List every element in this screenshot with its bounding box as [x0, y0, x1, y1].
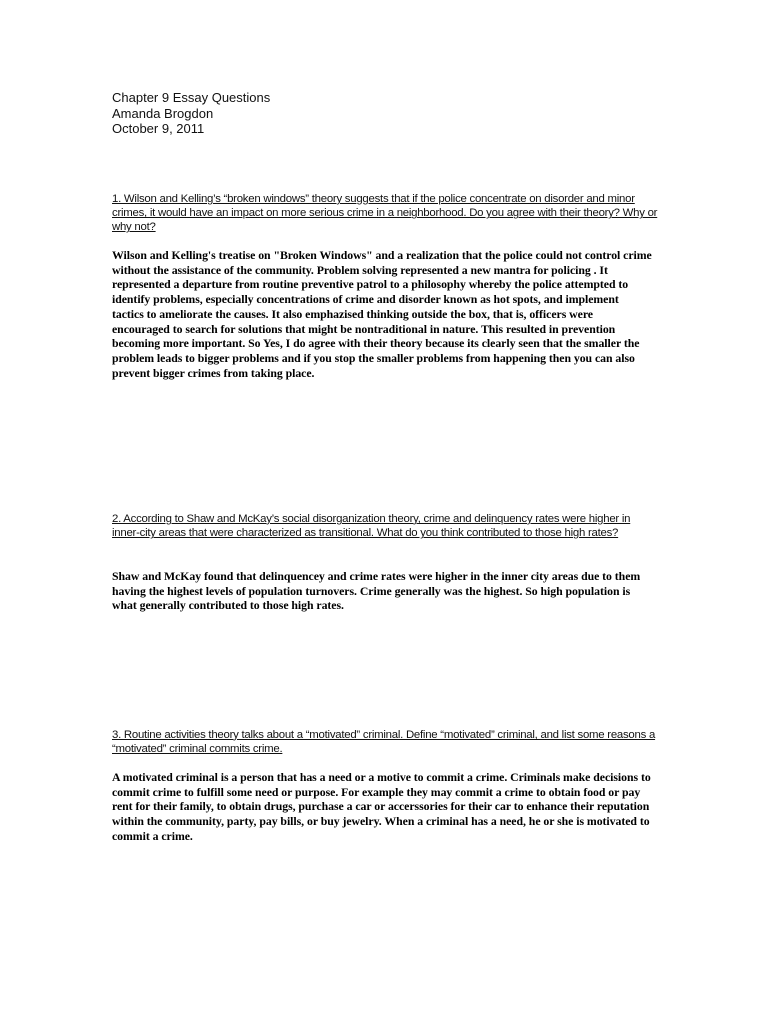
question-2: 2. According to Shaw and McKay’s social disorganization theory, crime and delinquency rates were higher in inner-city areas that were characterized as transitional. What do you think contributed to those high rates?	[112, 513, 631, 540]
answer-3: A motivated criminal is a person that has a need or a motive to commit a crime. Criminals make decisions to commit crime to fulfill some need or purpose. For example they may commit a crime to obtain food or pay rent for their family, to obtain drugs, purchase a car or accerssories for their car to enhance their reputation within the community, party, pay bills, or buy jewelry. When a criminal has a need, he or she is motivated to commit a crime.	[112, 770, 651, 843]
document-title: Chapter 9 Essay Questions	[112, 90, 271, 105]
question-3: 3. Routine activities theory talks about a “motivated” criminal. Define “motivated” criminal, and list some reasons a “motivated” criminal commits crime.	[112, 729, 656, 756]
document-date: October 9, 2011	[112, 121, 205, 136]
author-name: Amanda Brogdon	[112, 105, 214, 121]
question-1: 1. Wilson and Kelling’s “broken windows” theory suggests that if the police concentrate on disorder and minor crimes, it would have an impact on more serious crime in a neighborhood. Do you agree with their theory? Why or why not?	[112, 193, 658, 234]
answer-1: Wilson and Kelling's treatise on "Broken Windows" and a realization that the police could not control crime without the assistance of the community. Problem solving represented a new mantra for policing . It represented a departure from routine preventive patrol to a philosophy whereby the police attempted to identify problems, especially concentrations of crime and disorder known as hot spots, and implement tactics to ameliorate the causes. It also emphazised thinking outside the box, that is, officers were encouraged to search for solutions that might be nontraditional in nature. This resulted in prevention becoming more important. So Yes, I do agree with their theory because its clearly seen that the smaller the problem leads to bigger problems and if you stop the smaller problems from happening then you can also prevent bigger crimes from taking place.	[112, 248, 652, 380]
document-header	[112, 90, 270, 137]
answer-2: Shaw and McKay found that delinquencey and crime rates were higher in the inner city areas due to them having the highest levels of population turnovers. Crime generally was the highest. So high population is what generally contributed to those high rates.	[112, 569, 641, 613]
